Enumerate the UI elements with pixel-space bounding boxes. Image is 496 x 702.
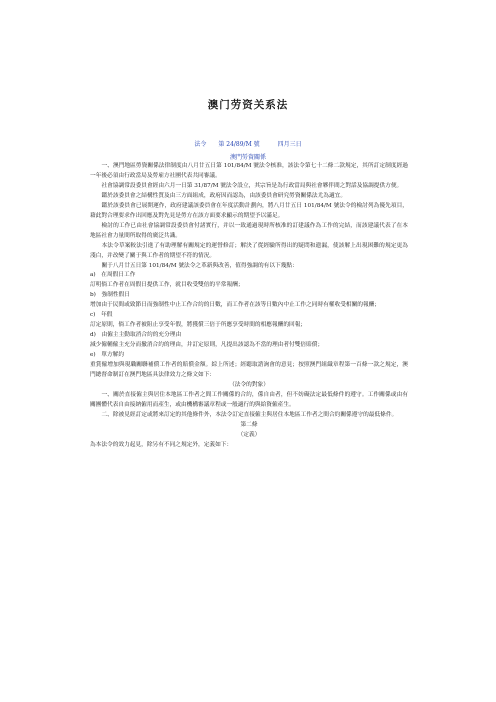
paragraph: 重賞僱增加與現職關聯補償工作者的賠償金額。綜上所述；經聽取諮詢會的意見；按照澳門組織章程第一百條一款之規定，澳門總督命制訂在澳門地區具法律效力之條文如下： <box>90 362 408 379</box>
paragraph: 為本法令的效力起見，除另有不同之規定外，定義如下： <box>90 441 233 448</box>
paragraph: 鑑於該委員會之結構性質及由三方面組成，政府因而認為，由該委員會研究勞資關係法尤為適宜。 <box>101 192 347 199</box>
paragraph: 社會協調常設委員會經由六月一日第 31/87/M 號法令設立，其宗旨是為行政當局與社會夥伴間之對話及協調提供方便。 <box>101 182 403 189</box>
paragraph: （法令的對象） <box>229 381 269 388</box>
paragraph: 一、關於直接僱主與居住本地區工作者之間工作關係的合約，係自由者，但不妨礙法定最低條件的遵守。工作關係或由有關團體代表自由接納僱用而產生，或由機構審議章程或一般適行的與給資僱產生。 <box>90 391 408 408</box>
document-body <box>90 162 408 451</box>
paragraph: 檢討的工作已由社會協調常設委員會付諸實行，并以一致通過現時所核准的訂建議作為工作的完結，而該建議代表了在本地區社會力量間所取得的廣泛共識。 <box>90 222 408 239</box>
paragraph: 訂定原則，倘工作者被阻止享受年假，將獲償三倍于所應享受時間的相應報酬的回報； <box>90 322 307 329</box>
paragraph: d) 由僱主主動取消合約的充分理由 <box>90 332 182 339</box>
decree-number-line: 法令 第 24/89/M 號 四月三日 <box>194 141 302 148</box>
paragraph: a) 在周假日工作 <box>90 272 136 279</box>
paragraph: 關于八月廿五日第 101/84/M 號法令之革新與改善，值得強調的有以下幾點： <box>101 262 298 269</box>
paragraph: 減少僱輔僱主充分而撤消合約的理由，并訂定原則，凡提出該認為不當的理由者付雙倍賠償； <box>90 342 324 349</box>
paragraph: 訂明倘工作者在周假日提供工作，就目收受雙倍的平常報酬； <box>90 282 244 289</box>
document-title: 澳门劳资关系法 <box>207 99 289 111</box>
paragraph: 增加由于民間或致節日而強制性中止工作合約的日數，而工作者在該等日數內中止工作之同時有權收受相關的報酬； <box>90 302 381 309</box>
paragraph: 第二條 <box>240 421 258 428</box>
paragraph: （定義） <box>237 431 261 438</box>
paragraph: c) 年假 <box>90 312 113 319</box>
document-subtitle: 澳門勞資關係 <box>229 154 266 161</box>
paragraph: 鑑於該委員會已展開運作，政府建議該委員會在年度活動計劃內，將八月廿五日 101/84/M 號法令的檢討列為優先項目，藉此對合理要求作出回應及對先見是勞方在該方面要求顯示的期望予以滿足。 <box>90 202 408 219</box>
paragraph: e) 單方解約 <box>90 352 125 359</box>
paragraph: 一、澳門地區勞資關係法律制度由八月廿五日第 101/84/M 號法令核准，該法令第七十二條二款規定，其所訂定制度經過一年後必須由行政當局及勞雇方社團代表共同審議。 <box>90 163 408 179</box>
paragraph: 二、除被見經訂定或將來訂定的其他條件外，本法令訂定直接僱主與居住本地區工作者之間合約關係遵守的最低條件。 <box>101 411 398 418</box>
paragraph: 本法令草案較法引進了有助理解有關規定的運營修訂；解決了從經驗所得出的疑問和遺漏，使該解上出現困難的規定更為淺白，并改變了關于與工作者的期望不符的情況。 <box>90 242 408 259</box>
paragraph: b) 強制性假日 <box>90 292 130 299</box>
